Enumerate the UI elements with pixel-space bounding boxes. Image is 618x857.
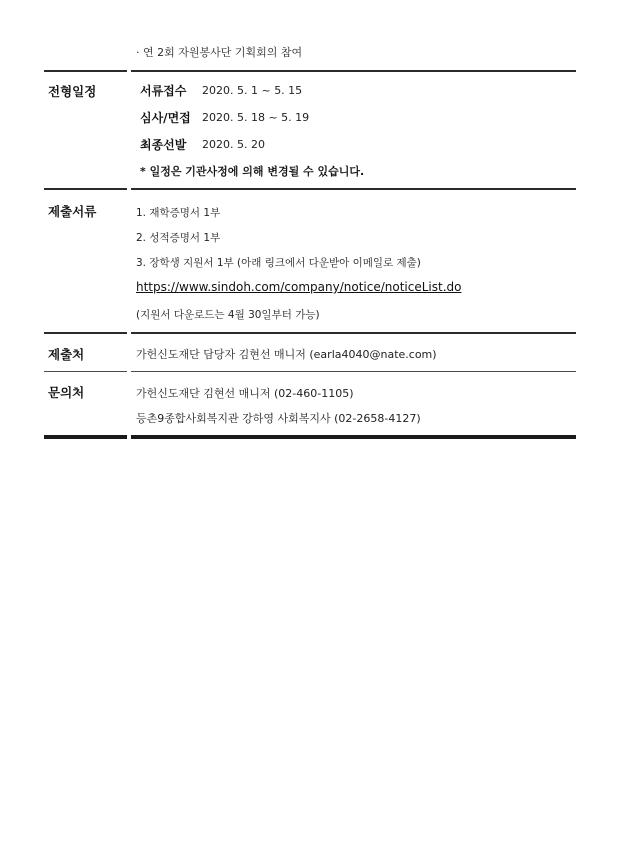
submit-to-heading: 제출처 [48,347,85,362]
inquiry-line: 등촌9종합사회복지관 강하영 사회복지사 (02-2658-4127) [136,412,421,425]
divider [131,371,576,372]
bottom-divider [131,435,576,439]
documents-note: (지원서 다운로드는 4월 30일부터 가능) [136,309,320,321]
divider [131,70,576,72]
documents-item: 1. 재학증명서 1부 [136,207,221,219]
documents-heading: 제출서류 [48,204,97,219]
divider [44,371,127,372]
schedule-notice: * 일정은 기관사정에 의해 변경될 수 있습니다. [140,165,365,178]
divider [44,188,127,190]
divider [131,332,576,334]
documents-item: 2. 성적증명서 1부 [136,232,221,244]
schedule-value-final: 2020. 5. 20 [202,138,265,151]
application-form-link[interactable]: https://www.sindoh.com/company/notice/noticeList.do [136,280,462,294]
schedule-heading: 전형일정 [48,84,97,99]
divider [131,188,576,190]
inquiry-heading: 문의처 [48,385,85,400]
submit-to-text: 가헌신도재단 담당자 김현선 매니저 (earla4040@nate.com) [136,348,437,361]
bottom-divider [44,435,127,439]
documents-item: 3. 장학생 지원서 1부 (아래 링크에서 다운받아 이메일로 제출) [136,257,421,269]
schedule-label-final: 최종선발 [140,138,187,152]
schedule-label-document-submission: 서류접수 [140,84,187,98]
schedule-label-interview: 심사/면접 [140,111,191,125]
top-note: · 연 2회 자원봉사단 기획회의 참여 [136,46,303,59]
inquiry-line: 가헌신도재단 김현선 매니저 (02-460-1105) [136,387,354,400]
schedule-value-document-submission: 2020. 5. 1 ~ 5. 15 [202,84,303,97]
schedule-value-interview: 2020. 5. 18 ~ 5. 19 [202,111,310,124]
divider [44,332,127,334]
divider [44,70,127,72]
